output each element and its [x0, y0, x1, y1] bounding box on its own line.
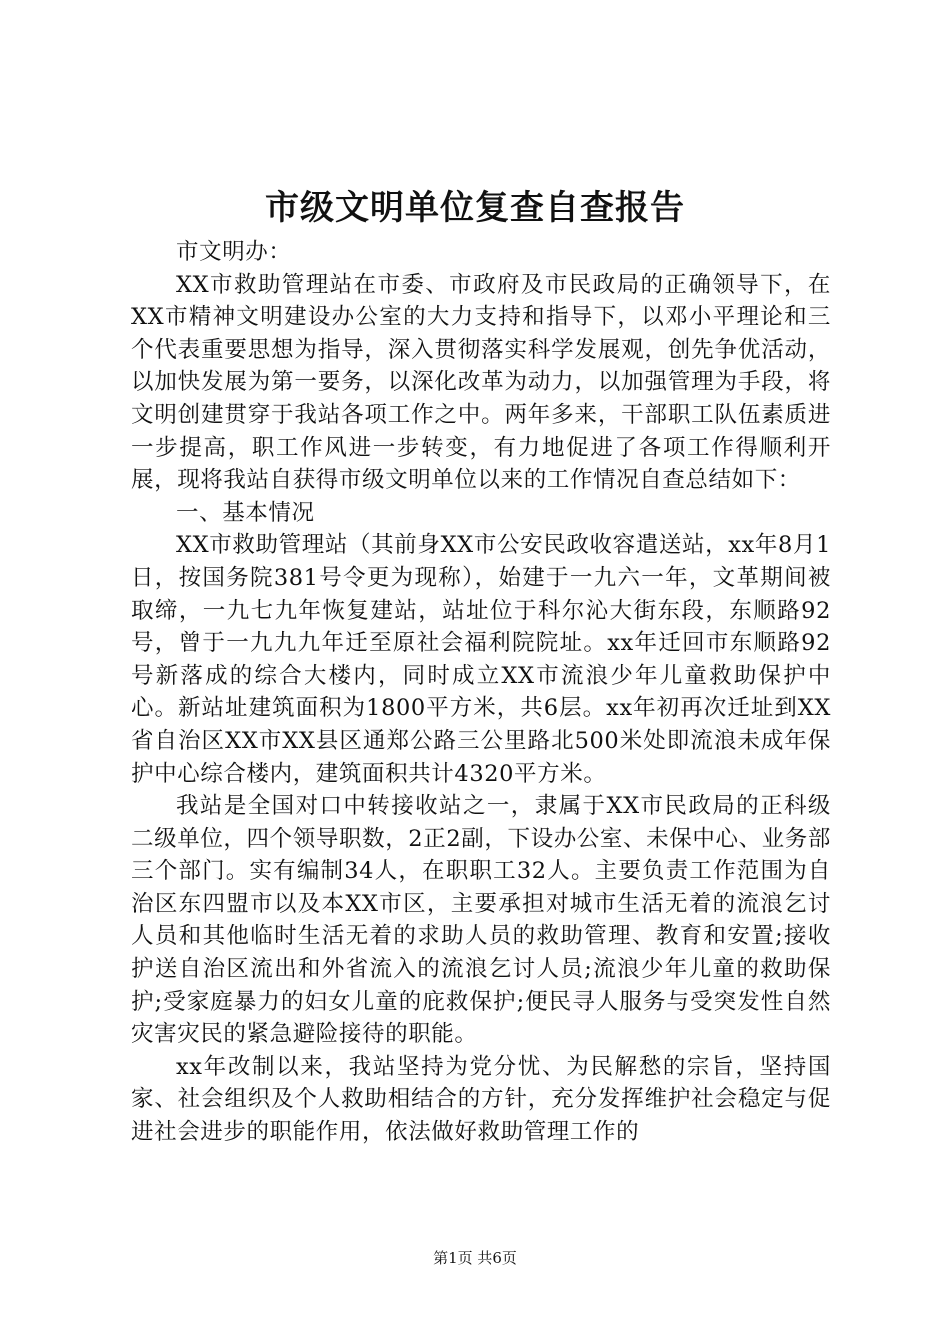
paragraph-duties: 我站是全国对口中转接收站之一，隶属于XX市民政局的正科级二级单位，四个领导职数，2正2副，下设办公室、未保中心、业务部三个部门。实有编制34人，在职职工32人。主要负责工作范围为自治区东四盟市以及本XX市区，主要承担对城市生活无着的流浪乞讨人员和其他临时生活无着的求助人员的救助管理、教育和安置;接收护送自治区流出和外省流入的流浪乞讨人员;流浪少年儿童的救助保护;受家庭暴力的妇女儿童的庇救保护;便民寻人服务与受突发性自然灾害灾民的紧急避险接待的职能。	[131, 793, 831, 1048]
document-body	[131, 236, 831, 1149]
salutation: 市文明办：	[176, 239, 292, 265]
section-heading: 一、基本情况	[176, 499, 315, 526]
paragraph-reform: xx年改制以来，我站坚持为党分忧、为民解愁的宗旨，坚持国家、社会组织及个人救助相结合的方针，充分发挥维护社会稳定与促进社会进步的职能作用，依法做好救助管理工作的	[131, 1053, 831, 1146]
page-footer: 第1页 共6页	[433, 1249, 517, 1267]
paragraph-intro: XX市救助管理站在市委、市政府及市民政局的正确领导下，在XX市精神文明建设办公室的大力支持和指导下，以邓小平理论和三个代表重要思想为指导，深入贯彻落实科学发展观，创先争优活动，以加快发展为第一要务，以深化改革为动力，以加强管理为手段，将文明创建贯穿于我站各项工作之中。两年多来，干部职工队伍素质进一步提高，职工作风进一步转变，有力地促进了各项工作得顺利开展，现将我站自获得市级文明单位以来的工作情况自查总结如下：	[131, 271, 831, 494]
document-title: 市级文明单位复查自查报告	[265, 188, 685, 228]
paragraph-history: XX市救助管理站（其前身XX市公安民政收容遣送站，xx年8月1日，按国务院381号令更为现称），始建于一九六一年，文革期间被取缔，一九七九年恢复建站，站址位于科尔沁大街东段，东顺路92号，曾于一九九九年迁至原社会福利院院址。xx年迁回市东顺路92号新落成的综合大楼内，同时成立XX市流浪少年儿童救助保护中心。新站址建筑面积为1800平方米，共6层。xx年初再次迁址到XX省自治区XX市XX县区通郑公路三公里路北500米处即流浪未成年保护中心综合楼内，建筑面积共计4320平方米。	[131, 532, 831, 787]
